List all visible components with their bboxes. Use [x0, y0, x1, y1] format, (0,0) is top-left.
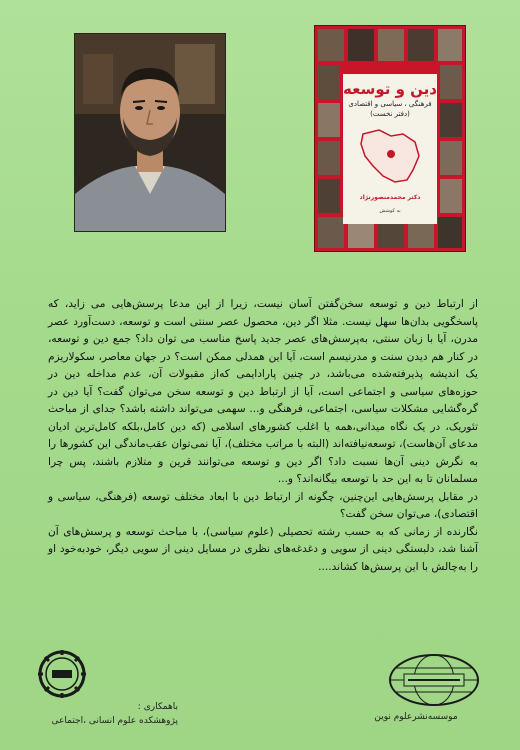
cover-author: دکتر محمدمنصورنژاد [359, 194, 421, 201]
cover-intro: به کوشش [379, 208, 401, 214]
cover-title: دین و توسعه [343, 80, 437, 98]
cover-center-panel [343, 74, 437, 224]
author-photo [74, 33, 226, 232]
blurb-paragraph-3: نگارنده از زمانی که به حسب رشته تحصیلی (علوم سیاسی)، با مباحث توسعه و پرسش‌های آن آشنا شد، دلبستگی دینی از سویی و دغدغه‌های نظری در مسایل دینی از سویی دیگر، خودبه‌خود او را به‌چالش با این پرسش‌ها کشاند.... [48, 525, 478, 573]
cover-subtitle: فرهنگی ، سیاسی و اقتصادی [348, 100, 432, 108]
cover-volume: (دفتر نخست) [370, 110, 410, 118]
iran-map-icon [357, 126, 423, 186]
nashr-oloom-novin-logo [386, 652, 482, 708]
collaboration-label: باهمکاری : [137, 702, 178, 712]
book-cover-thumbnail [314, 25, 466, 252]
blurb-paragraph-2: در مقابل پرسش‌هایی این‌چنین، چگونه از ارتباط دین با ابعاد مختلف توسعه (فرهنگی، سیاسی و اقتصادی)، می‌توان سخن گفت؟ [48, 490, 478, 520]
collaborator-name: پژوهشکده علوم انسانی ،اجتماعی [51, 716, 178, 726]
collaboration-caption [38, 700, 178, 728]
back-cover-blurb [48, 296, 478, 576]
blurb-paragraph-1: از ارتباط دین و توسعه سخن‌گفتن آسان نیست، زیرا از این مدعا پرسش‌هایی می زاید، که پاسخگویی بدان‌ها سهل نیست. مثلا اگر دین، محصول عصر سنتی است و توسعه، دست‌آورد عصر مدرن، آیا با زبان سنتی، به‌پرسش‌های عصر جدید پاسخ مناسب می توان داد؟ جمع دین و توسعه، در کنار هم دیدن سنت و مدرنیسم است، آیا این همدلی ممکن است؟ در جهان معاصر، سکولاریزم یک اندیشه پذیرفته‌شده می‌باشد، در چنین پارادایمی که‌از مقبولات آن، عدم مداخله دین در حوزه‌های سیاسی و اجتماعی است، آیا از ارتباط دین و توسعه سخن می‌توان گفت؟ آیا دین در گره‌گشایی مشکلات سیاسی، اجتماعی، فرهنگی و... سهمی می‌تواند داشته باشد؟ جدای از مباحث تئوریک، در یک نگاه میدانی،همه یا اغلب کشورهای اسلامی (که دین کامل،بلکه کامل‌ترین ادیان مدعای آن‌هاست)، توسعه‌نیافته‌اند (البته با مراتب مختلف)، آیا نمی‌توان عقب‌ماندگی این کشورها را به نگرش دینی آن‌ها نسبت داد؟ اگر دین و توسعه می‌توانند قرین و متلازم باشند، پس چرا مسلمانان تا به این حد با توسعه بیگانه‌اند؟ و... [48, 298, 478, 485]
jihad-daneshgahi-logo [38, 650, 86, 702]
publisher-caption: موسسه‌نشرعلوم نوین [374, 712, 458, 722]
